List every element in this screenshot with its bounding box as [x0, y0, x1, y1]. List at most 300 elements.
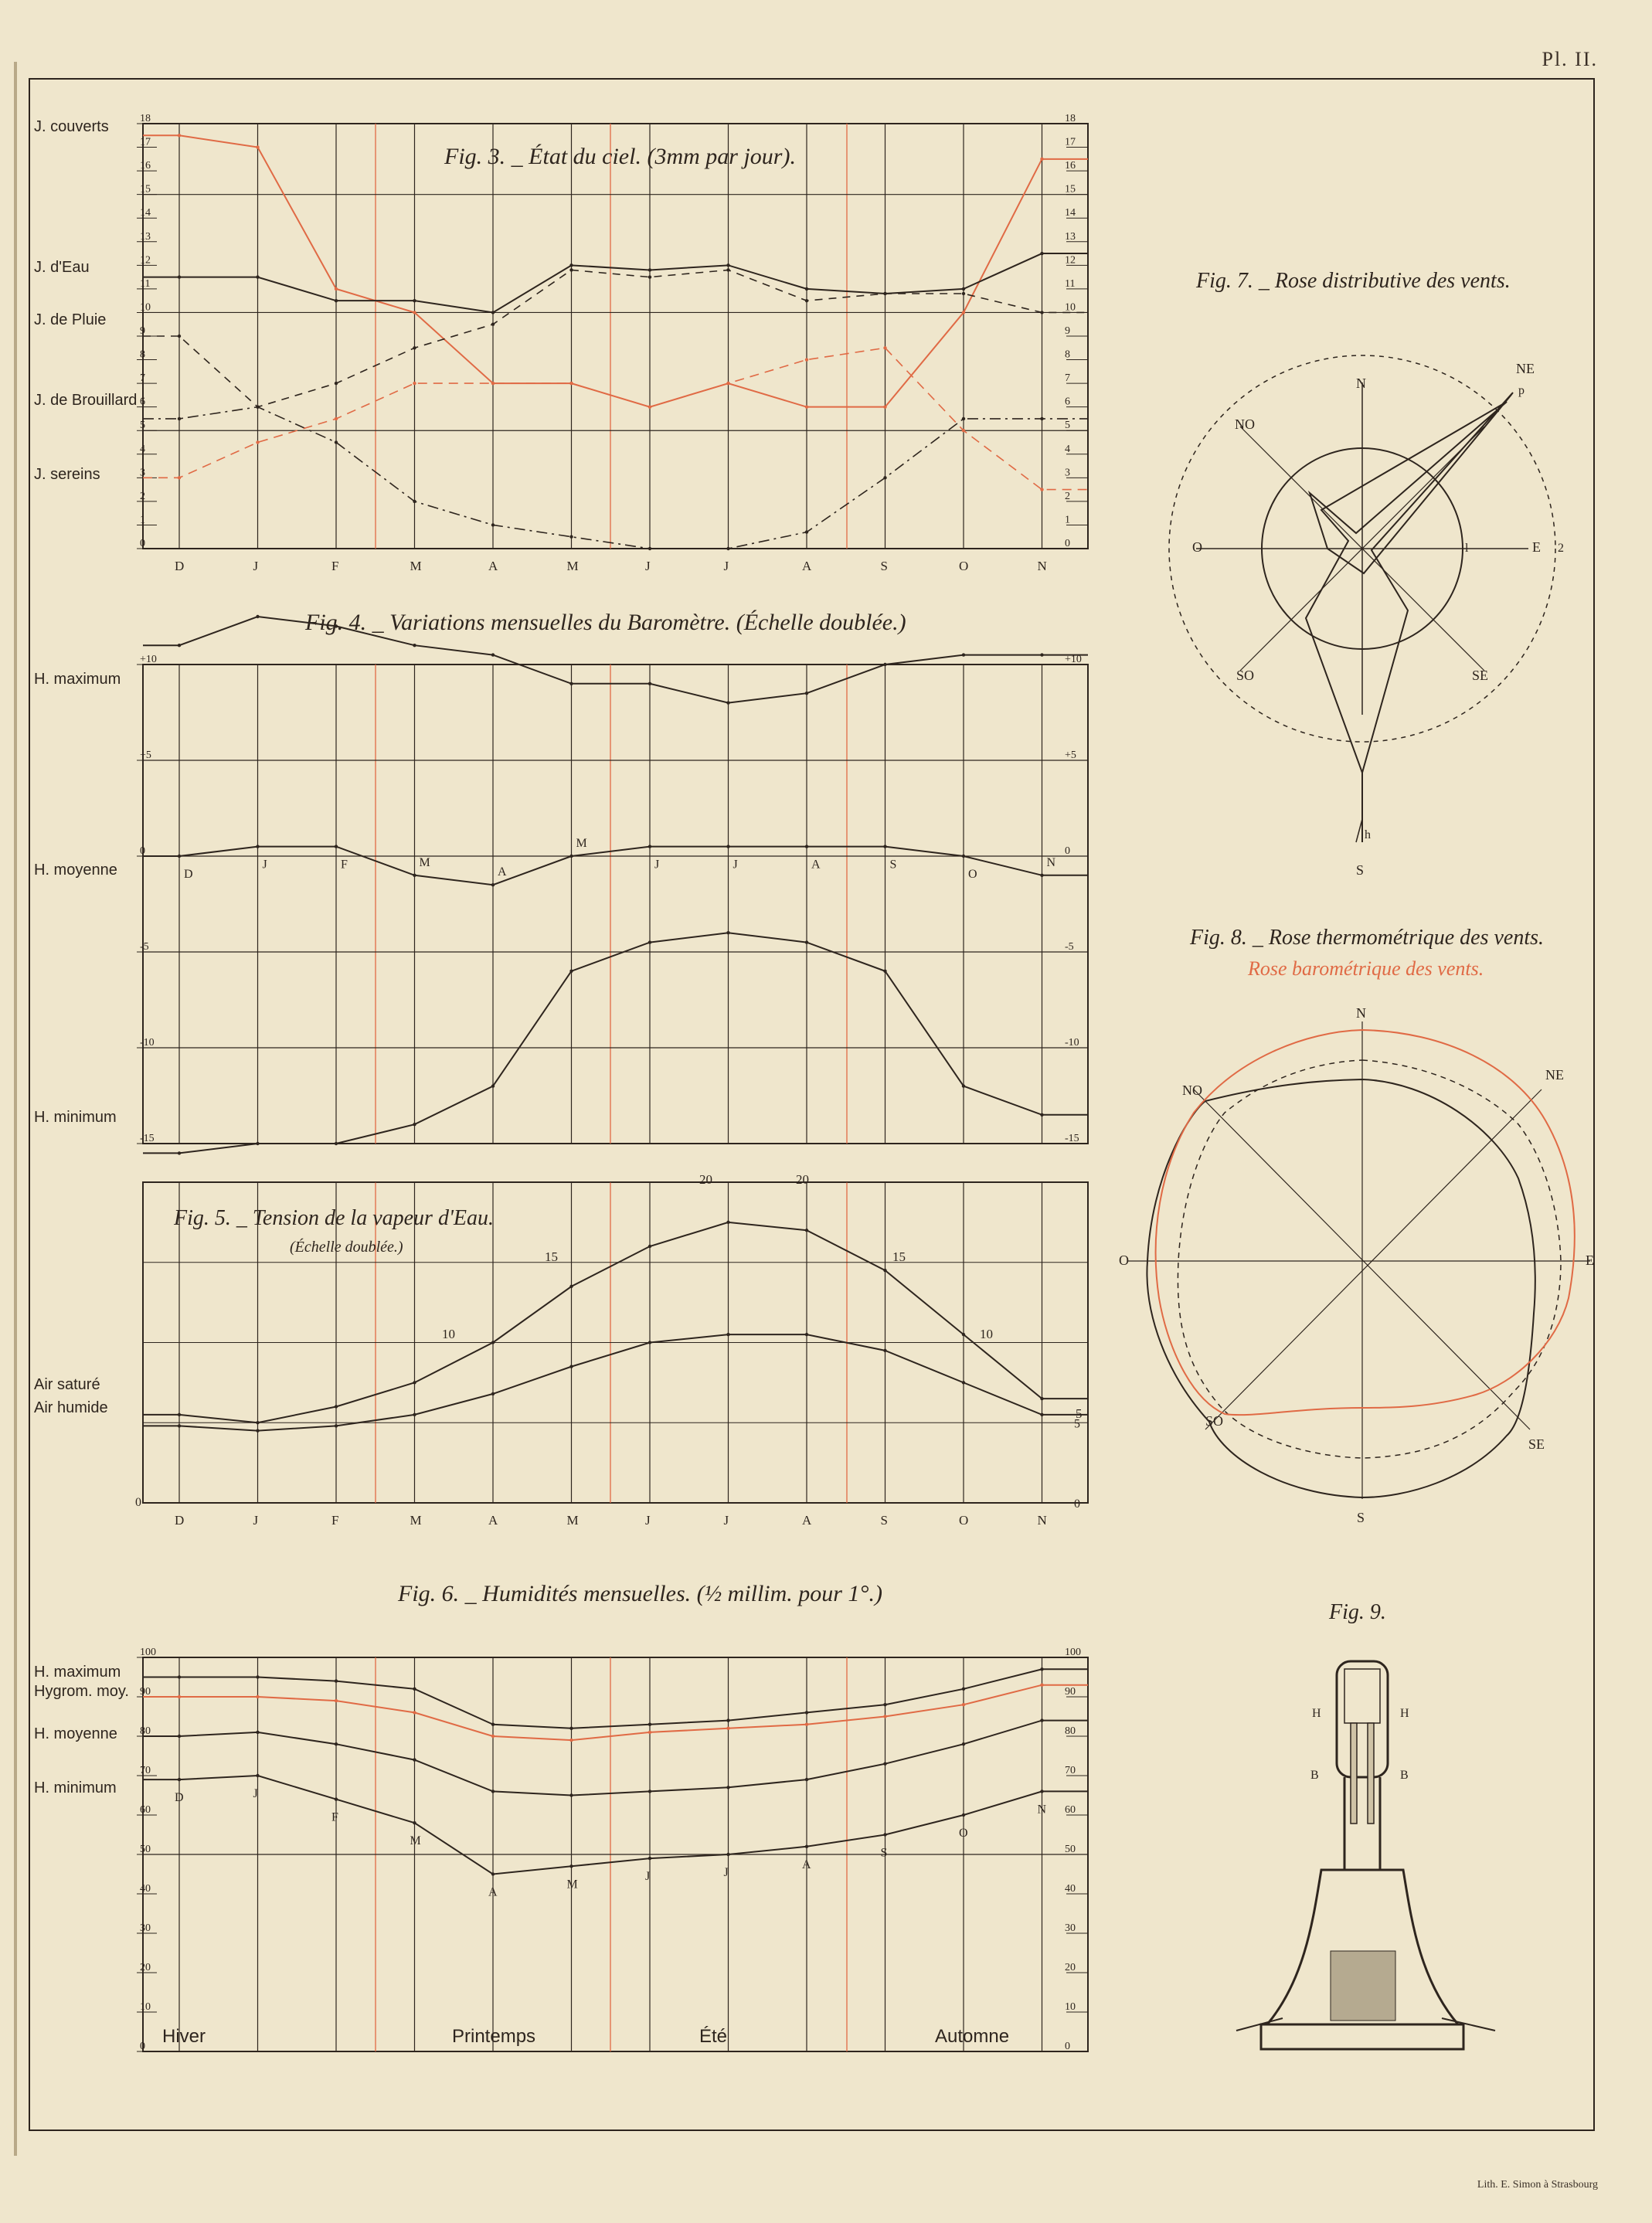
fig3-point — [178, 476, 181, 479]
fig6-point — [569, 1727, 573, 1730]
fig3-point — [962, 429, 965, 432]
fig3-left-tick: 14 — [140, 207, 151, 219]
fig6-point — [648, 1790, 651, 1793]
fig5-right-tick: 5 — [1074, 1417, 1080, 1431]
fig7-mark-l: l — [1465, 542, 1469, 555]
fig8-dir-se: SE — [1528, 1436, 1545, 1452]
fig6-row-label: Hygrom. moy. — [34, 1683, 129, 1700]
fig3-left-tick: 11 — [140, 277, 151, 290]
fig6-point — [805, 1778, 808, 1781]
fig3-left-tick: 2 — [140, 490, 145, 502]
fig6-point — [962, 1688, 965, 1691]
fig3-left-tick: 5 — [140, 420, 145, 432]
fig4-point — [1040, 874, 1043, 877]
fig6-left-tick: 20 — [140, 1962, 151, 1973]
fig4-title: Fig. 4. _ Variations mensuelles du Baromètre. (Échelle doublée.) — [305, 610, 906, 635]
fig3-row-label: J. de Pluie — [34, 311, 107, 328]
fig3-point — [569, 263, 573, 267]
fig7-dir-no: NO — [1235, 416, 1255, 432]
fig3-point — [335, 299, 338, 302]
fig6-right-tick: 0 — [1065, 2041, 1070, 2052]
fig6-point — [805, 1845, 808, 1848]
fig8-axis-neso — [1205, 1089, 1542, 1429]
fig5-month-label: J — [645, 1513, 651, 1528]
fig3-point — [256, 275, 259, 278]
fig3-right-tick: 5 — [1065, 420, 1070, 432]
fig4-point — [256, 615, 259, 618]
fig4-month-label: N — [1046, 855, 1056, 869]
fig3-right-tick: 1 — [1065, 514, 1070, 526]
fig6-month-label: F — [331, 1810, 338, 1824]
fig5-point — [1040, 1397, 1043, 1400]
fig3-point — [335, 382, 338, 385]
fig3-left-tick: 9 — [140, 325, 145, 337]
fig4-point — [335, 1142, 338, 1145]
plate-number: Pl. II. — [1542, 48, 1598, 70]
fig4-point — [413, 644, 416, 647]
fig9-base — [1261, 2024, 1463, 2049]
fig3-series-line — [143, 135, 1088, 406]
fig4-point — [178, 644, 181, 647]
fig5-series-line — [143, 1222, 1088, 1423]
fig6-left-tick: 90 — [140, 1686, 151, 1698]
fig3-right-tick: 4 — [1065, 443, 1070, 455]
fig5-value-label: 5 — [1076, 1406, 1083, 1421]
fig3-month-label: A — [488, 559, 498, 573]
fig6-point — [569, 1739, 573, 1742]
fig3-point — [962, 417, 965, 420]
fig5-point — [335, 1424, 338, 1427]
fig5-left-tick: 0 — [135, 1496, 141, 1509]
fig3-point — [256, 405, 259, 408]
fig3-point — [883, 292, 886, 295]
fig3-point — [726, 547, 729, 550]
fig3-right-tick: 9 — [1065, 325, 1070, 337]
fig6-point — [491, 1735, 495, 1738]
fig4-point — [883, 663, 886, 666]
fig5-point — [962, 1333, 965, 1336]
fig6-point — [413, 1758, 416, 1761]
fig3-point — [335, 287, 338, 291]
fig3-row-label: J. sereins — [34, 466, 100, 483]
fig5-point — [178, 1424, 181, 1427]
fig6-right-tick: 100 — [1065, 1647, 1081, 1658]
fig6-row-label: H. minimum — [34, 1779, 117, 1796]
fig6-left-tick: 100 — [140, 1647, 156, 1658]
fig3-point — [413, 500, 416, 503]
fig6-left-tick: 0 — [140, 2041, 145, 2052]
fig6-right-tick: 50 — [1065, 1844, 1076, 1855]
fig8-dir-s: S — [1357, 1510, 1365, 1525]
fig6-right-tick: 80 — [1065, 1725, 1076, 1737]
fig4-row-label: H. maximum — [34, 671, 121, 688]
fig6-month-label: A — [802, 1858, 811, 1871]
fig3-right-tick: 13 — [1065, 230, 1076, 243]
fig4-row-label: H. minimum — [34, 1109, 117, 1126]
fig3-point — [962, 287, 965, 291]
fig9-label-h-right: H — [1400, 1707, 1409, 1720]
fig4-left-tick: -15 — [140, 1133, 155, 1144]
fig3-left-tick: 12 — [140, 254, 151, 267]
fig6-month-label: M — [566, 1878, 578, 1892]
fig6-point — [256, 1675, 259, 1678]
fig4-point — [648, 682, 651, 685]
fig5-month-label: N — [1037, 1513, 1047, 1528]
fig7-dir-so: SO — [1236, 668, 1255, 683]
fig4-left-tick: +10 — [140, 654, 157, 665]
fig3-right-tick: 8 — [1065, 348, 1070, 361]
fig3-point — [805, 299, 808, 302]
fig4-month-label: J — [262, 858, 267, 872]
fig5-point — [883, 1349, 886, 1352]
fig3-point — [178, 134, 181, 137]
fig6-point — [413, 1821, 416, 1824]
fig4-point — [335, 845, 338, 848]
fig6-point — [883, 1833, 886, 1836]
fig3-point — [413, 346, 416, 349]
fig3-month-label: M — [566, 559, 579, 573]
fig4-point — [962, 653, 965, 656]
fig4-point — [413, 1123, 416, 1126]
fig3-point — [648, 547, 651, 550]
fig3-point — [805, 287, 808, 291]
fig9-tube-right — [1368, 1723, 1374, 1824]
fig3-point — [178, 335, 181, 338]
fig4-left-tick: -10 — [140, 1037, 155, 1049]
fig3-month-label: J — [723, 559, 729, 573]
fig5-value-label: 10 — [442, 1327, 455, 1341]
fig7-mark-h: h — [1365, 828, 1371, 841]
fig6-right-tick: 30 — [1065, 1922, 1076, 1934]
fig5-month-label: D — [175, 1513, 185, 1528]
fig3-month-label: J — [253, 559, 259, 573]
fig6-point — [1040, 1667, 1043, 1671]
fig5-month-label: J — [723, 1513, 729, 1528]
fig5-point — [805, 1229, 808, 1232]
fig3-point — [648, 405, 651, 408]
fig6-left-tick: 30 — [140, 1922, 151, 1934]
fig3-left-tick: 6 — [140, 396, 145, 408]
fig6-point — [883, 1762, 886, 1766]
fig6-season-label: Été — [699, 2026, 728, 2047]
fig6-month-label: O — [959, 1827, 968, 1840]
fig6-point — [335, 1742, 338, 1745]
fig5-point — [335, 1405, 338, 1408]
fig6-right-tick: 60 — [1065, 1804, 1076, 1816]
fig3-month-label: A — [802, 559, 812, 573]
fig6-series-line — [143, 1776, 1088, 1875]
fig4-month-label: J — [733, 858, 738, 872]
fig6-left-tick: 70 — [140, 1765, 151, 1776]
fig8-dir-e: E — [1586, 1253, 1594, 1268]
fig6-point — [335, 1797, 338, 1800]
fig6-point — [962, 1813, 965, 1817]
fig6-point — [648, 1723, 651, 1726]
fig5-month-label: F — [331, 1513, 339, 1528]
fig9-title: Fig. 9. — [1329, 1600, 1386, 1624]
fig4-month-label: J — [654, 858, 660, 872]
fig3-point — [726, 382, 729, 385]
fig3-month-label: O — [959, 559, 969, 573]
fig6-point — [805, 1723, 808, 1726]
fig4-right-tick: 0 — [1065, 845, 1070, 857]
fig4-point — [1040, 653, 1043, 656]
fig3-point — [256, 145, 259, 148]
fig4-month-label: M — [419, 855, 430, 869]
fig3-row-label: J. de Brouillard — [34, 392, 138, 409]
fig3-point — [569, 535, 573, 539]
fig5-series-line — [143, 1334, 1088, 1431]
fig6-season-label: Hiver — [162, 2026, 206, 2047]
fig3-right-tick: 10 — [1065, 301, 1076, 314]
fig6-point — [256, 1695, 259, 1698]
fig6-point — [1040, 1684, 1043, 1687]
fig5-value-label: 15 — [892, 1249, 906, 1264]
fig3-right-tick: 12 — [1065, 254, 1076, 267]
fig5-point — [256, 1421, 259, 1424]
fig3-left-tick: 0 — [140, 538, 145, 549]
fig3-right-tick: 0 — [1065, 538, 1070, 549]
fig5-right-tick: 0 — [1074, 1497, 1080, 1511]
fig5-value-label: 20 — [699, 1172, 712, 1187]
fig4-right-tick: +10 — [1065, 654, 1082, 665]
fig9-instrument — [1236, 1600, 1495, 2049]
fig6-point — [256, 1731, 259, 1734]
fig4-point — [178, 1151, 181, 1154]
fig5-row-label: Air humide — [34, 1399, 108, 1416]
fig3-left-tick: 8 — [140, 348, 145, 361]
fig6-point — [805, 1711, 808, 1714]
fig3-point — [726, 268, 729, 271]
fig5-point — [491, 1341, 495, 1344]
fig6-month-label: N — [1037, 1803, 1047, 1817]
fig6-point — [1040, 1718, 1043, 1722]
fig9-liquid — [1331, 1951, 1395, 2021]
fig3-point — [335, 417, 338, 420]
fig5-point — [569, 1285, 573, 1288]
fig6-month-label: J — [253, 1787, 258, 1800]
fig4-point — [883, 970, 886, 973]
fig8-subtitle: Rose barométrique des vents. — [1248, 957, 1484, 980]
fig3-point — [962, 292, 965, 295]
fig6-point — [962, 1742, 965, 1745]
fig3-point — [256, 440, 259, 444]
fig4-row-label: H. moyenne — [34, 862, 117, 879]
fig4-point — [256, 845, 259, 848]
fig6-point — [569, 1793, 573, 1796]
fig6-title: Fig. 6. _ Humidités mensuelles. (½ millim. pour 1°.) — [398, 1581, 882, 1606]
fig3-right-tick: 18 — [1065, 113, 1076, 124]
fig8-dir-so: SO — [1205, 1413, 1224, 1429]
fig4-point — [491, 883, 495, 886]
fig6-month-label: S — [880, 1846, 888, 1860]
fig6-point — [569, 1864, 573, 1868]
fig3-point — [1040, 417, 1043, 420]
fig3-point — [805, 405, 808, 408]
fig3-series-line — [143, 253, 1088, 312]
fig3-right-tick: 17 — [1065, 136, 1076, 148]
fig3-left-tick: 16 — [140, 160, 151, 172]
fig4-left-tick: +5 — [140, 749, 151, 761]
fig8-title: Fig. 8. _ Rose thermométrique des vents. — [1190, 926, 1545, 950]
fig6-point — [178, 1735, 181, 1738]
fig3-point — [335, 440, 338, 444]
fig3-point — [1040, 488, 1043, 491]
fig3-left-tick: 18 — [140, 113, 151, 124]
fig3-point — [413, 311, 416, 314]
fig5-point — [413, 1413, 416, 1416]
fig7-dir-ne: NE — [1516, 361, 1535, 376]
fig4-point — [805, 940, 808, 943]
fig6-series-line — [143, 1685, 1088, 1740]
fig3-left-tick: 1 — [140, 514, 145, 526]
fig5-point — [648, 1341, 651, 1344]
fig8-rose — [1119, 926, 1594, 1525]
fig3-month-label: N — [1037, 559, 1047, 573]
fig6-season-label: Printemps — [452, 2026, 536, 2047]
fig9-tube-left — [1351, 1723, 1357, 1824]
fig5-month-label: M — [566, 1513, 579, 1528]
fig6-right-tick: 40 — [1065, 1883, 1076, 1895]
fig4-point — [726, 845, 729, 848]
fig3-left-tick: 17 — [140, 136, 151, 148]
fig3-point — [569, 382, 573, 385]
fig5-subtitle: (Échelle doublée.) — [290, 1239, 403, 1256]
fig6-point — [491, 1723, 495, 1726]
fig5-point — [569, 1365, 573, 1368]
fig4-point — [491, 653, 495, 656]
fig5-point — [491, 1392, 495, 1395]
fig3-point — [726, 263, 729, 267]
fig5-point — [726, 1333, 729, 1336]
fig5-title: Fig. 5. _ Tension de la vapeur d'Eau. — [174, 1206, 495, 1230]
fig3-left-tick: 10 — [140, 301, 151, 314]
fig9-label-b-right: B — [1400, 1769, 1409, 1782]
fig6-left-tick: 10 — [140, 2001, 151, 2013]
fig3-point — [1040, 252, 1043, 255]
fig9-cap-inner — [1344, 1669, 1380, 1723]
printer-credit: Lith. E. Simon à Strasbourg — [1477, 2179, 1598, 2191]
fig3-point — [648, 268, 651, 271]
fig5-point — [648, 1245, 651, 1248]
fig5-value-label: 20 — [796, 1172, 809, 1187]
fig4-frame — [143, 665, 1088, 1144]
fig5-point — [1040, 1413, 1043, 1416]
fig4-point — [726, 701, 729, 704]
fig4-point — [178, 855, 181, 858]
fig6-right-tick: 20 — [1065, 1962, 1076, 1973]
fig5-month-label: A — [488, 1513, 498, 1528]
fig8-dir-ne: NE — [1545, 1067, 1564, 1083]
fig3-point — [883, 405, 886, 408]
fig6-point — [335, 1699, 338, 1702]
fig7-rose — [1169, 269, 1564, 878]
fig3-chart — [34, 113, 1088, 573]
fig6-point — [883, 1703, 886, 1706]
fig5-point — [726, 1221, 729, 1224]
fig3-point — [883, 346, 886, 349]
fig6-point — [491, 1872, 495, 1875]
fig4-point — [726, 931, 729, 934]
fig6-point — [335, 1679, 338, 1682]
fig7-wind-polygon — [1306, 393, 1513, 773]
fig5-month-label: M — [410, 1513, 422, 1528]
fig4-month-label: D — [184, 868, 193, 881]
fig4-chart — [34, 615, 1088, 1155]
fig6-point — [726, 1727, 729, 1730]
fig7-ray-h2 — [1356, 819, 1362, 842]
fig3-point — [648, 275, 651, 278]
fig4-point — [805, 692, 808, 695]
fig4-month-label: S — [889, 858, 897, 872]
fig3-right-tick: 7 — [1065, 372, 1070, 385]
fig6-point — [648, 1857, 651, 1860]
fig3-right-tick: 11 — [1065, 277, 1076, 290]
fig6-point — [491, 1790, 495, 1793]
fig3-point — [178, 275, 181, 278]
fig6-point — [726, 1718, 729, 1722]
fig6-season-label: Automne — [935, 2026, 1010, 2047]
fig5-month-label: S — [880, 1513, 888, 1528]
fig4-point — [962, 855, 965, 858]
fig5-point — [962, 1381, 965, 1384]
fig3-left-tick: 15 — [140, 183, 151, 195]
fig3-point — [962, 311, 965, 314]
fig3-right-tick: 14 — [1065, 207, 1076, 219]
fig4-point — [1040, 1113, 1043, 1117]
fig3-month-label: M — [410, 559, 422, 573]
fig4-month-label: M — [576, 837, 587, 850]
fig3-point — [413, 382, 416, 385]
fig6-right-tick: 10 — [1065, 2001, 1076, 2013]
fig6-left-tick: 60 — [140, 1804, 151, 1816]
fig3-row-label: J. couverts — [34, 118, 109, 135]
fig7-mark-2: 2 — [1558, 542, 1564, 555]
fig3-month-label: S — [880, 559, 888, 573]
fig8-thermometric-curve — [1147, 1079, 1535, 1497]
fig3-right-tick: 3 — [1065, 467, 1070, 479]
fig4-point — [491, 1084, 495, 1087]
fig3-point — [491, 382, 495, 385]
fig6-left-tick: 80 — [140, 1725, 151, 1737]
fig3-point — [1040, 311, 1043, 314]
fig6-point — [256, 1774, 259, 1777]
fig3-point — [883, 476, 886, 479]
fig3-right-tick: 2 — [1065, 490, 1070, 502]
fig5-point — [413, 1381, 416, 1384]
fig5-month-label: O — [959, 1513, 969, 1528]
fig4-month-label: F — [341, 858, 348, 872]
fig3-title: Fig. 3. _ État du ciel. (3mm par jour). — [444, 144, 796, 169]
fig6-point — [178, 1695, 181, 1698]
fig3-month-label: F — [331, 559, 339, 573]
fig4-point — [569, 970, 573, 973]
fig4-point — [883, 845, 886, 848]
fig7-dir-n: N — [1356, 376, 1366, 391]
fig6-right-tick: 90 — [1065, 1686, 1076, 1698]
fig8-barometric-curve — [1156, 1030, 1575, 1415]
fig6-month-label: M — [410, 1834, 421, 1848]
fig7-dir-e: E — [1532, 539, 1541, 555]
fig9-label-b-left: B — [1310, 1769, 1319, 1782]
fig3-month-label: D — [175, 559, 185, 573]
fig3-point — [491, 311, 495, 314]
fig5-value-label: 10 — [980, 1327, 993, 1341]
fig3-left-tick: 3 — [140, 467, 145, 479]
fig8-dir-n: N — [1356, 1005, 1366, 1021]
fig6-point — [413, 1688, 416, 1691]
fig5-month-label: A — [802, 1513, 812, 1528]
